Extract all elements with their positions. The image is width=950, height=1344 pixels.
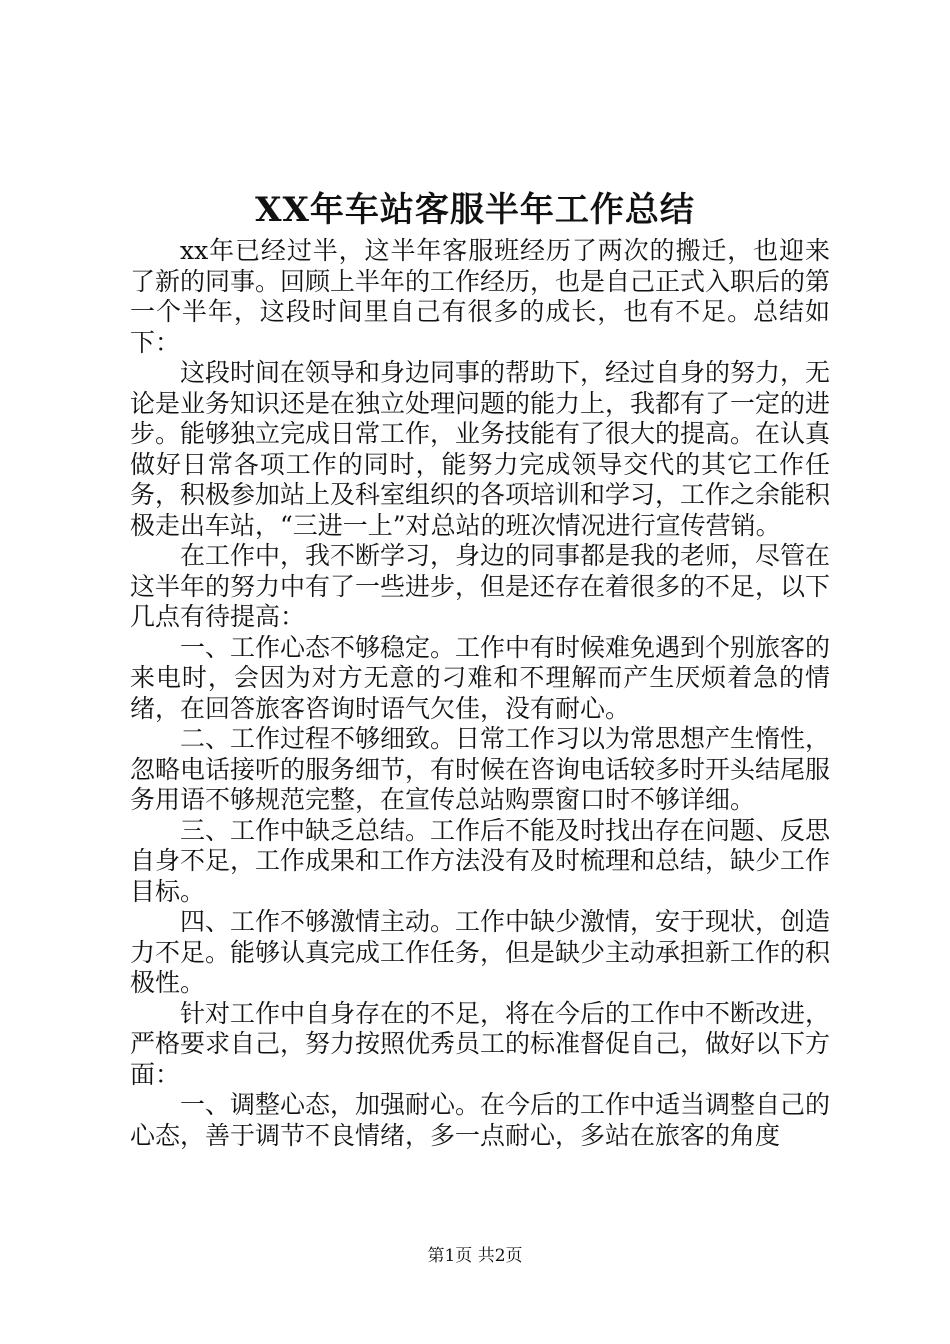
paragraph-progress: 这段时间在领导和身边同事的帮助下，经过自身的努力，无论是业务知识还是在独立处理问题的能力上，我都有了一定的进步。能够独立完成日常工作，业务技能有了很大的提高。在认真做好日常各项工作的同时，能努力完成领导交代的其它工作任务，积极参加站上及科室组织的各项培训和学习，工作之余能积极走出车站，“三进一上”对总站的班次情况进行宣传营销。 (130, 358, 831, 540)
paragraph-intro: xx年已经过半，这半年客服班经历了两次的搬迁，也迎来了新的同事。回顾上半年的工作经历，也是自己正式入职后的第一个半年，这段时间里自己有很多的成长，也有不足。总结如下： (130, 236, 831, 357)
page-footer: 第1页 共2页 (427, 1246, 523, 1266)
document-body (130, 236, 830, 1151)
paragraph-point-2: 二、工作过程不够细致。日常工作习以为常思想产生惰性，忽略电话接听的服务细节，有时候在咨询电话较多时开头结尾服务用语不够规范完整，在宣传总站购票窗口时不够详细。 (130, 724, 831, 814)
paragraph-improvement-intro: 针对工作中自身存在的不足，将在今后的工作中不断改进，严格要求自己，努力按照优秀员工的标准督促自己，做好以下方面： (130, 998, 831, 1089)
paragraph-point-3: 三、工作中缺乏总结。工作后不能及时找出存在问题、反思自身不足，工作成果和工作方法没有及时梳理和总结，缺少工作目标。 (130, 815, 831, 906)
paragraph-improvement-1: 一、调整心态，加强耐心。在今后的工作中适当调整自己的心态，善于调节不良情绪，多一点耐心，多站在旅客的角度 (130, 1090, 831, 1150)
paragraph-point-1: 一、工作心态不够稳定。工作中有时候难免遇到个别旅客的来电时，会因为对方无意的刁难和不理解而产生厌烦着急的情绪，在回答旅客咨询时语气欠佳，没有耐心。 (130, 632, 831, 723)
paragraph-point-4: 四、工作不够激情主动。工作中缺少激情，安于现状，创造力不足。能够认真完成工作任务，但是缺少主动承担新工作的积极性。 (130, 907, 831, 997)
document-title: XX年车站客服半年工作总结 (255, 190, 695, 230)
paragraph-shortcomings-intro: 在工作中，我不断学习，身边的同事都是我的老师，尽管在这半年的努力中有了一些进步，但是还存在着很多的不足，以下几点有待提高： (130, 541, 831, 631)
